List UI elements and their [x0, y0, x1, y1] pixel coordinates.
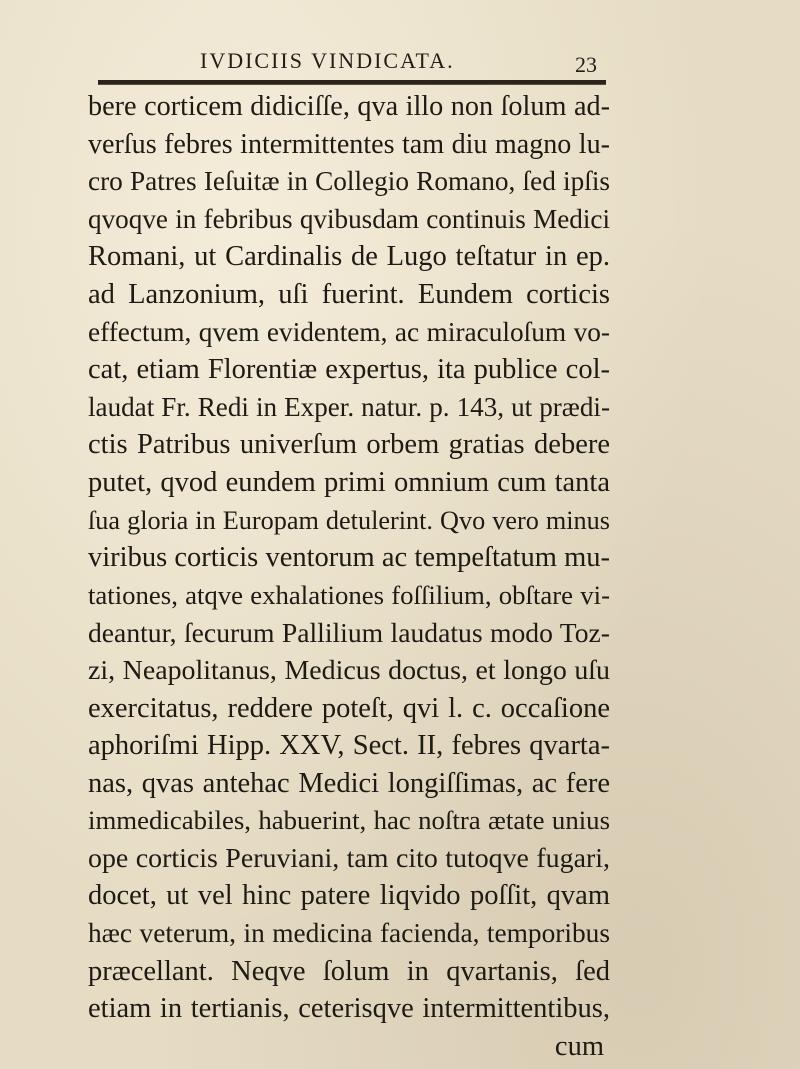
text-line: aphoriſmi Hipp. XXV, Sect. II, febres qvarta- [88, 730, 610, 762]
text-line: etiam in tertianis, ceterisqve intermittentibus, [88, 993, 610, 1025]
text-line: zi, Neapolitanus, Medicus doctus, et longo uſu [88, 654, 610, 686]
running-title: IVDICIIS VINDICATA. [200, 48, 455, 73]
text-line: docet, ut vel hinc patere liqvido poſſit, qvam [88, 880, 610, 912]
text-line: ctis Patribus univerſum orbem gratias debere [88, 429, 610, 461]
body-text [88, 88, 610, 1065]
text-line: bere corticem didiciſſe, qva illo non ſolum ad- [88, 91, 610, 122]
catchword: cum [554, 1030, 604, 1062]
text-line: præcellant. Neqve ſolum in qvartanis, ſed [88, 955, 610, 987]
text-line: Romani, ut Cardinalis de Lugo teſtatur in ep. [88, 241, 610, 273]
text-line: ope corticis Peruviani, tam cito tutoqve fugari, [88, 842, 610, 874]
text-line: putet, qvod eundem primi omnium cum tanta [88, 466, 610, 498]
text-line: effectum, qvem evidentem, ac miraculoſum vo- [88, 316, 610, 347]
text-line: verſus febres intermittentes tam diu magno lu- [88, 128, 610, 160]
text-line: cat, etiam Florentiæ expertus, ita publice col- [88, 354, 610, 386]
text-line: cro Patres Ieſuitæ in Collegio Romano, ſed ipſis [88, 166, 610, 197]
text-line: tationes, atqve exhalationes foſſilium, obſtare vi- [88, 579, 610, 610]
text-line: ad Lanzonium, uſi fuerint. Eundem corticis [88, 278, 610, 310]
text-line: deantur, ſecurum Pallilium laudatus modo Toz- [88, 617, 610, 649]
header-rule [98, 80, 606, 85]
text-line: laudat Fr. Redi in Exper. natur. p. 143, ut prædi- [88, 391, 610, 422]
text-line: qvoqve in febribus qvibusdam continuis Medici [88, 203, 610, 234]
text-line: hæc veterum, in medicina facienda, temporibus [88, 918, 610, 949]
page-number: 23 [575, 52, 597, 77]
text-line: ſua gloria in Europam detulerint. Qvo vero minus [88, 505, 610, 535]
text-line: nas, qvas antehac Medici longiſſimas, ac fere [88, 767, 610, 799]
text-line: immedicabiles, habuerint, hac noſtra ætate unius [88, 805, 610, 836]
running-head [200, 48, 610, 78]
text-line: exercitatus, reddere poteſt, qvi l. c. occaſione [88, 692, 610, 724]
text-line: viribus corticis ventorum ac tempeſtatum mu- [88, 542, 610, 574]
